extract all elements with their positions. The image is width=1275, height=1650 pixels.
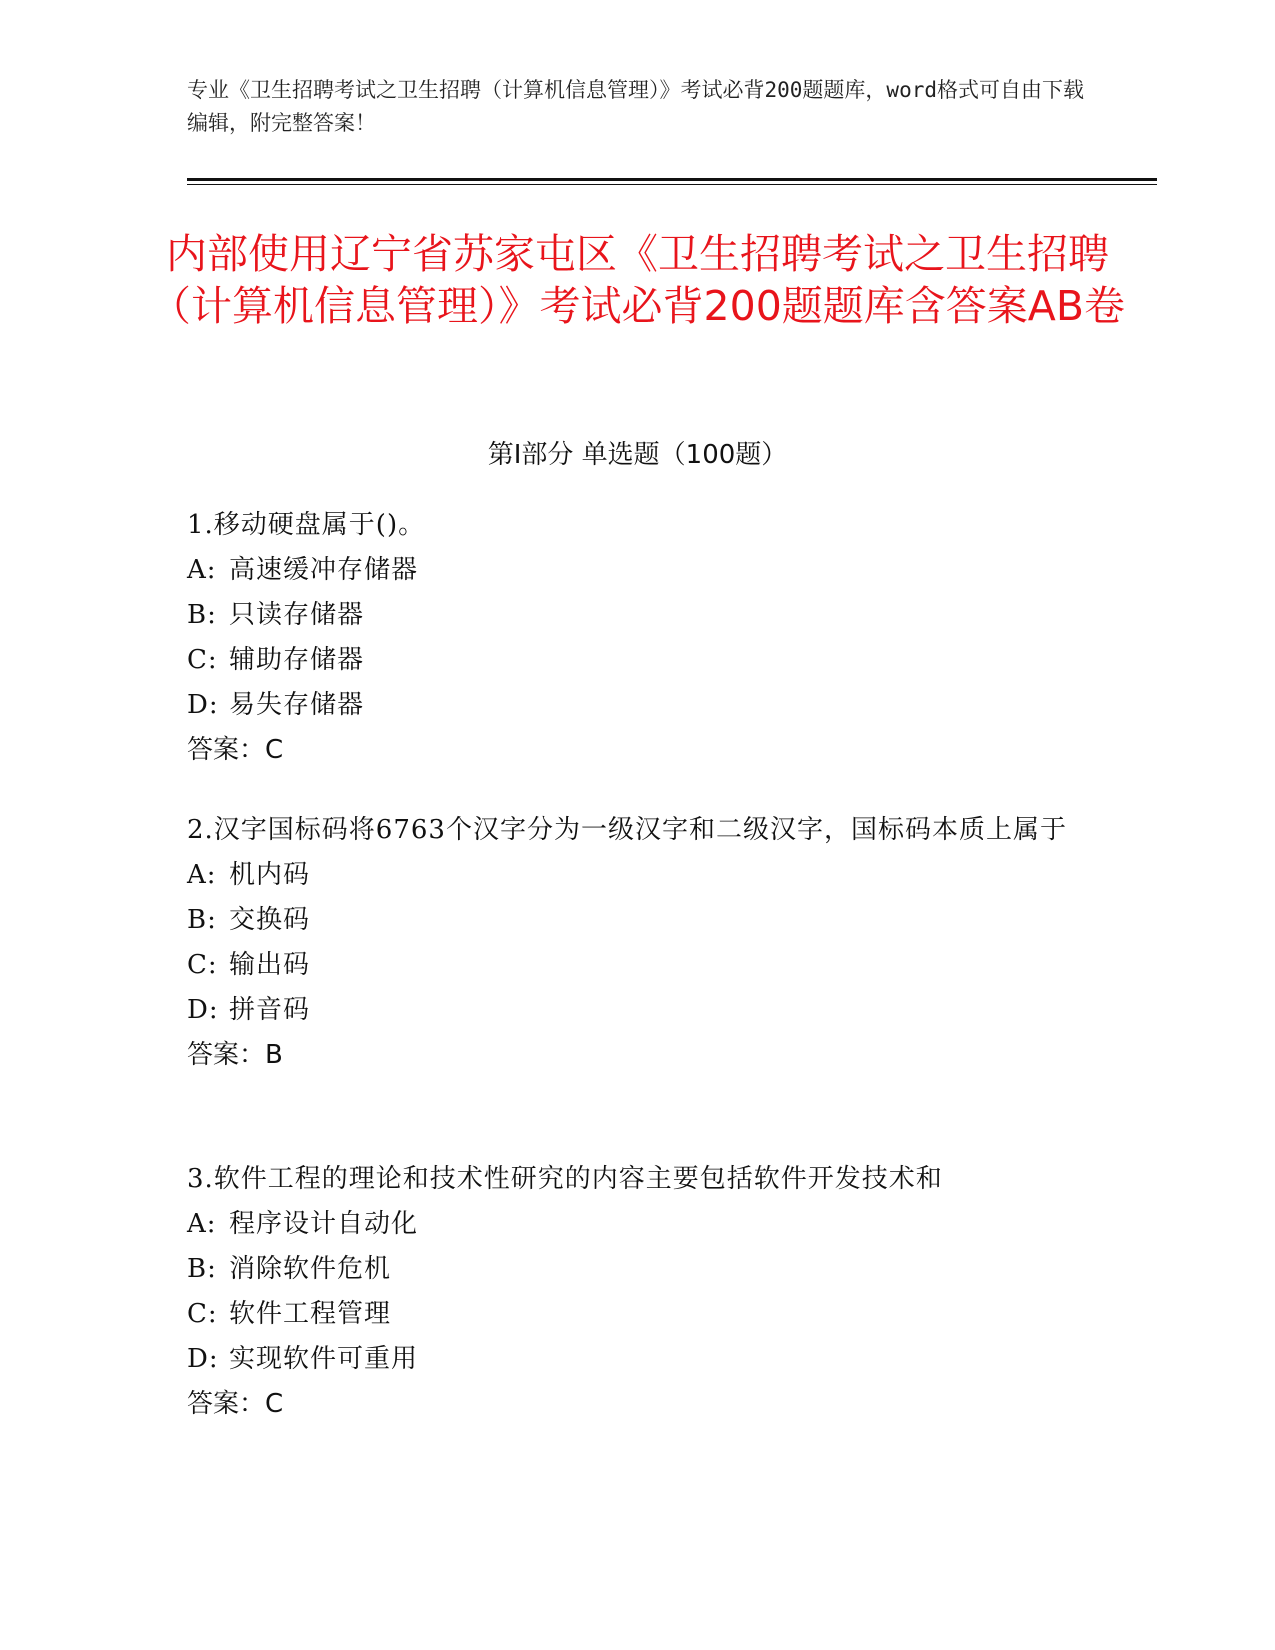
option-text: 程序设计自动化 [229, 1209, 419, 1239]
option-text: 拼音码 [229, 995, 311, 1025]
option-b [187, 593, 1087, 638]
option-text: 易失存储器 [229, 690, 365, 720]
option-letter: C: [187, 1299, 218, 1329]
question-stem: 1.移动硬盘属于()。 [187, 510, 426, 540]
option-letter: B: [187, 600, 217, 630]
option-letter: B: [187, 1254, 217, 1284]
answer: 答案：C [187, 1389, 284, 1419]
option-d [187, 683, 1087, 728]
option-c [187, 943, 1087, 988]
option-text: 实现软件可重用 [229, 1344, 419, 1374]
option-text: 机内码 [229, 860, 311, 890]
header-divider-thin [187, 184, 1157, 185]
option-letter: D: [187, 995, 219, 1025]
option-d [187, 1337, 1087, 1382]
option-d [187, 988, 1087, 1033]
option-letter: D: [187, 1344, 219, 1374]
option-letter: A: [187, 555, 217, 585]
option-a [187, 853, 1087, 898]
option-text: 输出码 [229, 950, 311, 980]
answer: 答案：C [187, 735, 284, 765]
header-divider-thick [187, 178, 1157, 181]
header-note: 专业《卫生招聘考试之卫生招聘（计算机信息管理）》考试必背200题题库，word格式可自由下载编辑，附完整答案！ [187, 78, 1084, 135]
option-text: 只读存储器 [229, 600, 365, 630]
question-stem: 3.软件工程的理论和技术性研究的内容主要包括软件开发技术和 [187, 1164, 943, 1194]
option-letter: A: [187, 860, 217, 890]
option-text: 辅助存储器 [229, 645, 365, 675]
document-title: 内部使用辽宁省苏家屯区《卫生招聘考试之卫生招聘（计算机信息管理）》考试必背200题题库含答案AB卷 [150, 230, 1125, 330]
option-text: 交换码 [229, 905, 311, 935]
option-text: 消除软件危机 [229, 1254, 392, 1284]
question-2 [187, 808, 1087, 1078]
question-stem: 2.汉字国标码将6763个汉字分为一级汉字和二级汉字，国标码本质上属于 [187, 815, 1067, 845]
option-a [187, 548, 1087, 593]
option-letter: C: [187, 645, 218, 675]
option-letter: D: [187, 690, 219, 720]
option-letter: B: [187, 905, 217, 935]
option-c [187, 1292, 1087, 1337]
section-heading: 第Ⅰ部分 单选题（100题） [487, 440, 788, 470]
option-b [187, 1247, 1087, 1292]
option-text: 高速缓冲存储器 [229, 555, 419, 585]
option-text: 软件工程管理 [229, 1299, 392, 1329]
question-1 [187, 503, 1087, 773]
option-letter: C: [187, 950, 218, 980]
question-3 [187, 1157, 1087, 1427]
option-letter: A: [187, 1209, 217, 1239]
option-a [187, 1202, 1087, 1247]
option-b [187, 898, 1087, 943]
answer: 答案：B [187, 1040, 283, 1070]
option-c [187, 638, 1087, 683]
